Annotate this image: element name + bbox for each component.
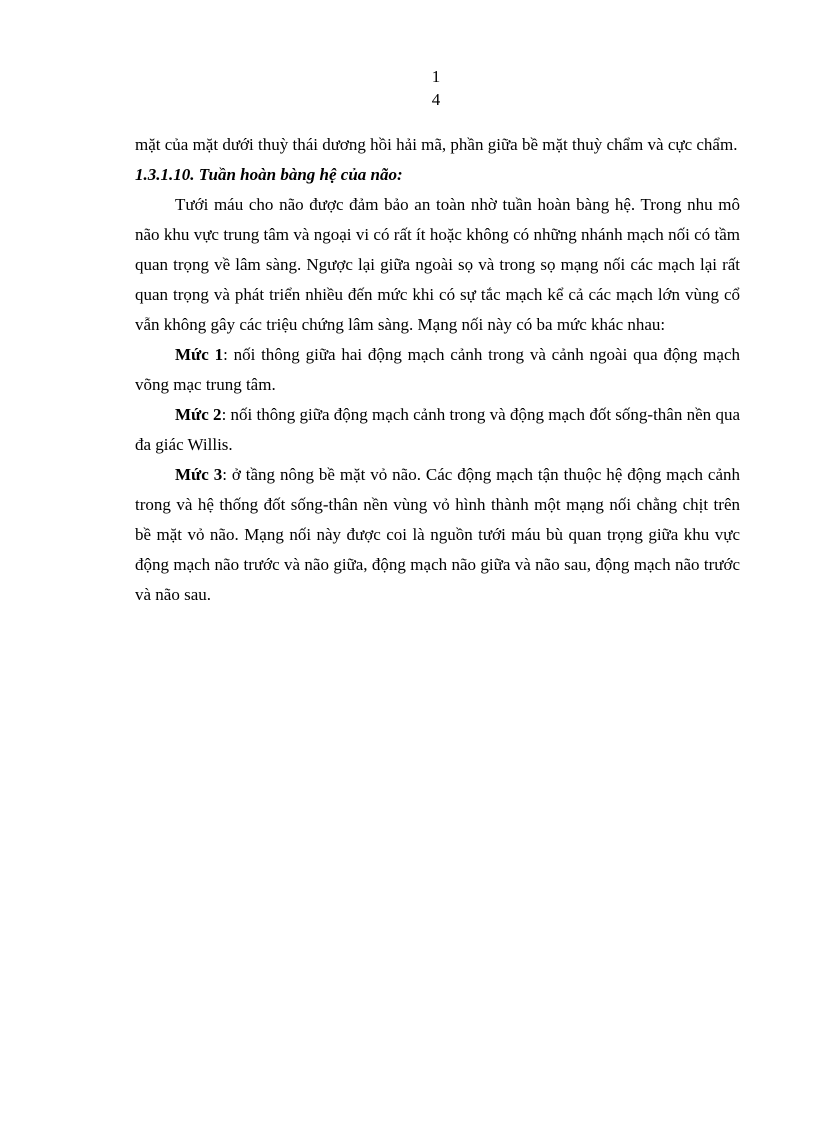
- page-number-line-2: 4: [431, 90, 441, 109]
- level-2-paragraph: [135, 400, 740, 460]
- level-1-text: : nối thông giữa hai động mạch cảnh trong và cảnh ngoài qua động mạch võng mạc trung tâm.: [135, 345, 740, 394]
- document-body: [135, 130, 740, 610]
- level-2-label: Mức 2: [175, 405, 222, 424]
- level-3-label: Mức 3: [175, 465, 223, 484]
- continuation-paragraph: mặt của mặt dưới thuỳ thái dương hồi hải mã, phần giữa bề mặt thuỳ chẩm và cực chẩm.: [135, 135, 738, 154]
- level-2-text: : nối thông giữa động mạch cảnh trong và động mạch đốt sống-thân nền qua đa giác Willis.: [135, 405, 740, 454]
- level-1-paragraph: [135, 340, 740, 400]
- page-number-line-1: 1: [431, 67, 441, 86]
- level-1-label: Mức 1: [175, 345, 224, 364]
- level-3-text: : ở tầng nông bề mặt vỏ não. Các động mạch tận thuộc hệ động mạch cảnh trong và hệ thống đốt sống-thân nền vùng vỏ hình thành một mạng nối chằng chịt trên bề mặt vỏ não. Mạng nối này được coi là nguồn tưới máu bù quan trọng giữa khu vực động mạch não trước và não giữa, động mạch não giữa và não sau, động mạch não trước và não sau.: [135, 465, 740, 604]
- intro-paragraph: Tưới máu cho não được đảm bảo an toàn nhờ tuần hoàn bàng hệ. Trong nhu mô não khu vực trung tâm và ngoại vi có rất ít hoặc không có những nhánh mạch nối có tầm quan trọng về lâm sàng. Ngược lại giữa ngoài sọ và trong sọ mạng nối các mạch lại rất quan trọng và phát triển nhiều đến mức khi có sự tắc mạch kể cả các mạch lớn vùng cổ vẫn không gây các triệu chứng lâm sàng. Mạng nối này có ba mức khác nhau:: [135, 195, 740, 334]
- section-heading: 1.3.1.10. Tuần hoàn bàng hệ của não:: [135, 165, 403, 184]
- level-3-paragraph: [135, 460, 740, 610]
